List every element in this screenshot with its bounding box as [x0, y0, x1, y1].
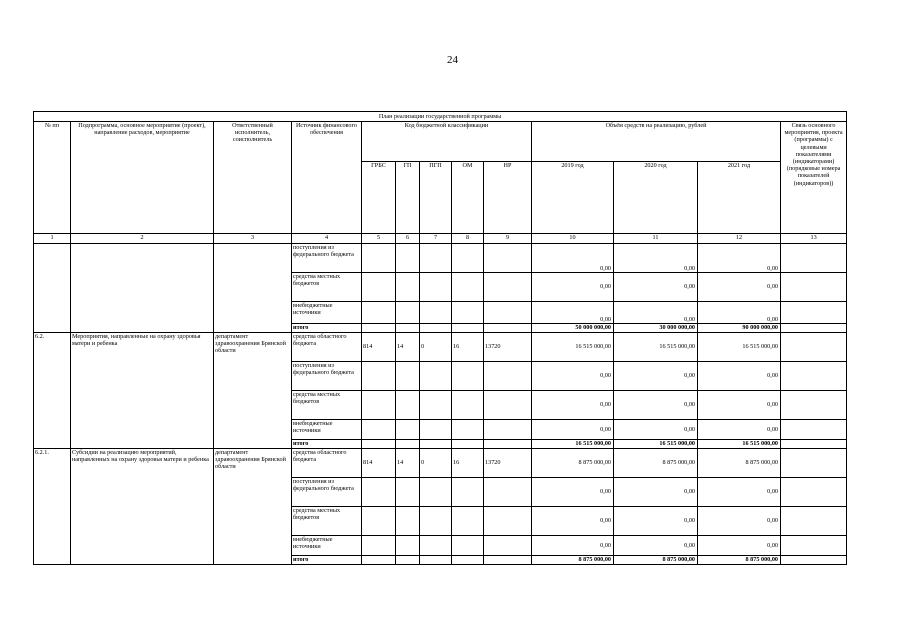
amount-2021: 16 515 000,00 [698, 440, 781, 449]
source-cell: средства областного бюджета [292, 449, 362, 478]
grbs-cell: 814 [362, 449, 396, 478]
col-number: 8 [452, 234, 484, 244]
amount-2020: 0,00 [614, 536, 698, 556]
source-cell: поступления из федерального бюджета [292, 362, 362, 391]
amount-2019: 0,00 [532, 362, 614, 391]
source-cell: внебюджетные источники [292, 302, 362, 324]
amount-2020: 0,00 [614, 391, 698, 420]
amount-2019: 8 875 000,00 [532, 556, 614, 565]
np-cell: 13720 [484, 449, 532, 478]
amount-2020: 0,00 [614, 478, 698, 507]
header-source: Источник финансового обеспечения [292, 122, 362, 234]
table-row [34, 333, 847, 362]
row-number: 6.2. [34, 333, 71, 449]
amount-2021: 0,00 [698, 273, 781, 302]
amount-2020: 0,00 [614, 362, 698, 391]
col-number: 13 [781, 234, 847, 244]
source-cell: средства областного бюджета [292, 333, 362, 362]
executor-name: департамент здравоохранения Брянской области [214, 449, 292, 565]
amount-2019: 16 515 000,00 [532, 440, 614, 449]
activity-name: Субсидии на реализацию мероприятий, направленных на охрану здоровья матери и ребенка [71, 449, 214, 565]
amount-2021: 0,00 [698, 420, 781, 440]
source-cell: внебюджетные источники [292, 536, 362, 556]
header-amount: Объём средств на реализацию, рублей [532, 122, 781, 162]
table-row [34, 244, 847, 273]
header-pgp: ПГП [420, 162, 452, 234]
header-2020: 2020 год [614, 162, 698, 234]
amount-2021: 90 000 000,00 [698, 324, 781, 333]
amount-2021: 0,00 [698, 478, 781, 507]
amount-2021: 0,00 [698, 362, 781, 391]
header-executor: Ответственный исполнитель, соисполнитель [214, 122, 292, 234]
source-cell: итого [292, 556, 362, 565]
gp-cell: 14 [396, 449, 420, 478]
amount-2019: 0,00 [532, 391, 614, 420]
amount-2020: 0,00 [614, 302, 698, 324]
grbs-cell: 814 [362, 333, 396, 362]
amount-2019: 16 515 000,00 [532, 333, 614, 362]
amount-2020: 16 515 000,00 [614, 440, 698, 449]
source-cell: поступления из федерального бюджета [292, 244, 362, 273]
header-2019: 2019 год [532, 162, 614, 234]
amount-2021: 16 515 000,00 [698, 333, 781, 362]
table-title: План реализации государственной программы [34, 112, 847, 122]
amount-2020: 0,00 [614, 420, 698, 440]
amount-2021: 0,00 [698, 391, 781, 420]
executor-name: департамент здравоохранения Брянской области [214, 333, 292, 449]
amount-2019: 0,00 [532, 507, 614, 536]
col-number: 7 [420, 234, 452, 244]
amount-2020: 30 000 000,00 [614, 324, 698, 333]
amount-2020: 0,00 [614, 507, 698, 536]
column-numbers-row [34, 234, 847, 244]
page-number: 24 [447, 54, 458, 66]
amount-2019: 0,00 [532, 273, 614, 302]
plan-table [33, 111, 847, 565]
amount-2020: 8 875 000,00 [614, 556, 698, 565]
amount-2019: 0,00 [532, 420, 614, 440]
amount-2019: 0,00 [532, 478, 614, 507]
header-om: ОМ [452, 162, 484, 234]
amount-2021: 8 875 000,00 [698, 556, 781, 565]
source-cell: итого [292, 324, 362, 333]
source-cell: средства местных бюджетов [292, 273, 362, 302]
header-gp: ГП [396, 162, 420, 234]
header-num: № пп [34, 122, 71, 234]
col-number: 6 [396, 234, 420, 244]
row-number: 6.2.1. [34, 449, 71, 565]
amount-2019: 8 875 000,00 [532, 449, 614, 478]
activity-name: Мероприятия, направленные на охрану здоровья матери и ребенка [71, 333, 214, 449]
amount-2020: 16 515 000,00 [614, 333, 698, 362]
col-number: 4 [292, 234, 362, 244]
col-number: 2 [71, 234, 214, 244]
header-budget-code: Код бюджетной классификации [362, 122, 532, 162]
header-link: Связь основного мероприятия, проекта (программы) с целевыми показателями (индикаторами) (порядковые номера показателей (индикаторов)) [781, 122, 847, 234]
col-number: 10 [532, 234, 614, 244]
amount-2019: 0,00 [532, 536, 614, 556]
source-cell: средства местных бюджетов [292, 507, 362, 536]
amount-2019: 0,00 [532, 302, 614, 324]
amount-2020: 8 875 000,00 [614, 449, 698, 478]
col-number: 3 [214, 234, 292, 244]
source-cell: внебюджетные источники [292, 420, 362, 440]
amount-2021: 8 875 000,00 [698, 449, 781, 478]
amount-2021: 0,00 [698, 536, 781, 556]
header-grbs: ГРБС [362, 162, 396, 234]
gp-cell: 14 [396, 333, 420, 362]
pgp-cell: 0 [420, 333, 452, 362]
amount-2020: 0,00 [614, 244, 698, 273]
amount-2021: 0,00 [698, 244, 781, 273]
col-number: 5 [362, 234, 396, 244]
col-number: 11 [614, 234, 698, 244]
header-2021: 2021 год [698, 162, 781, 234]
pgp-cell: 0 [420, 449, 452, 478]
amount-2021: 0,00 [698, 507, 781, 536]
table-row [34, 449, 847, 478]
col-number: 9 [484, 234, 532, 244]
amount-2019: 50 000 000,00 [532, 324, 614, 333]
source-cell: поступления из федерального бюджета [292, 478, 362, 507]
amount-2019: 0,00 [532, 244, 614, 273]
np-cell: 13720 [484, 333, 532, 362]
header-np: НР [484, 162, 532, 234]
amount-2021: 0,00 [698, 302, 781, 324]
om-cell: 16 [452, 449, 484, 478]
amount-2020: 0,00 [614, 273, 698, 302]
col-number: 12 [698, 234, 781, 244]
om-cell: 16 [452, 333, 484, 362]
source-cell: итого [292, 440, 362, 449]
col-number: 1 [34, 234, 71, 244]
header-subprogram: Подпрограмма, основное мероприятие (проект), направление расходов, мероприятие [71, 122, 214, 234]
source-cell: средства местных бюджетов [292, 391, 362, 420]
